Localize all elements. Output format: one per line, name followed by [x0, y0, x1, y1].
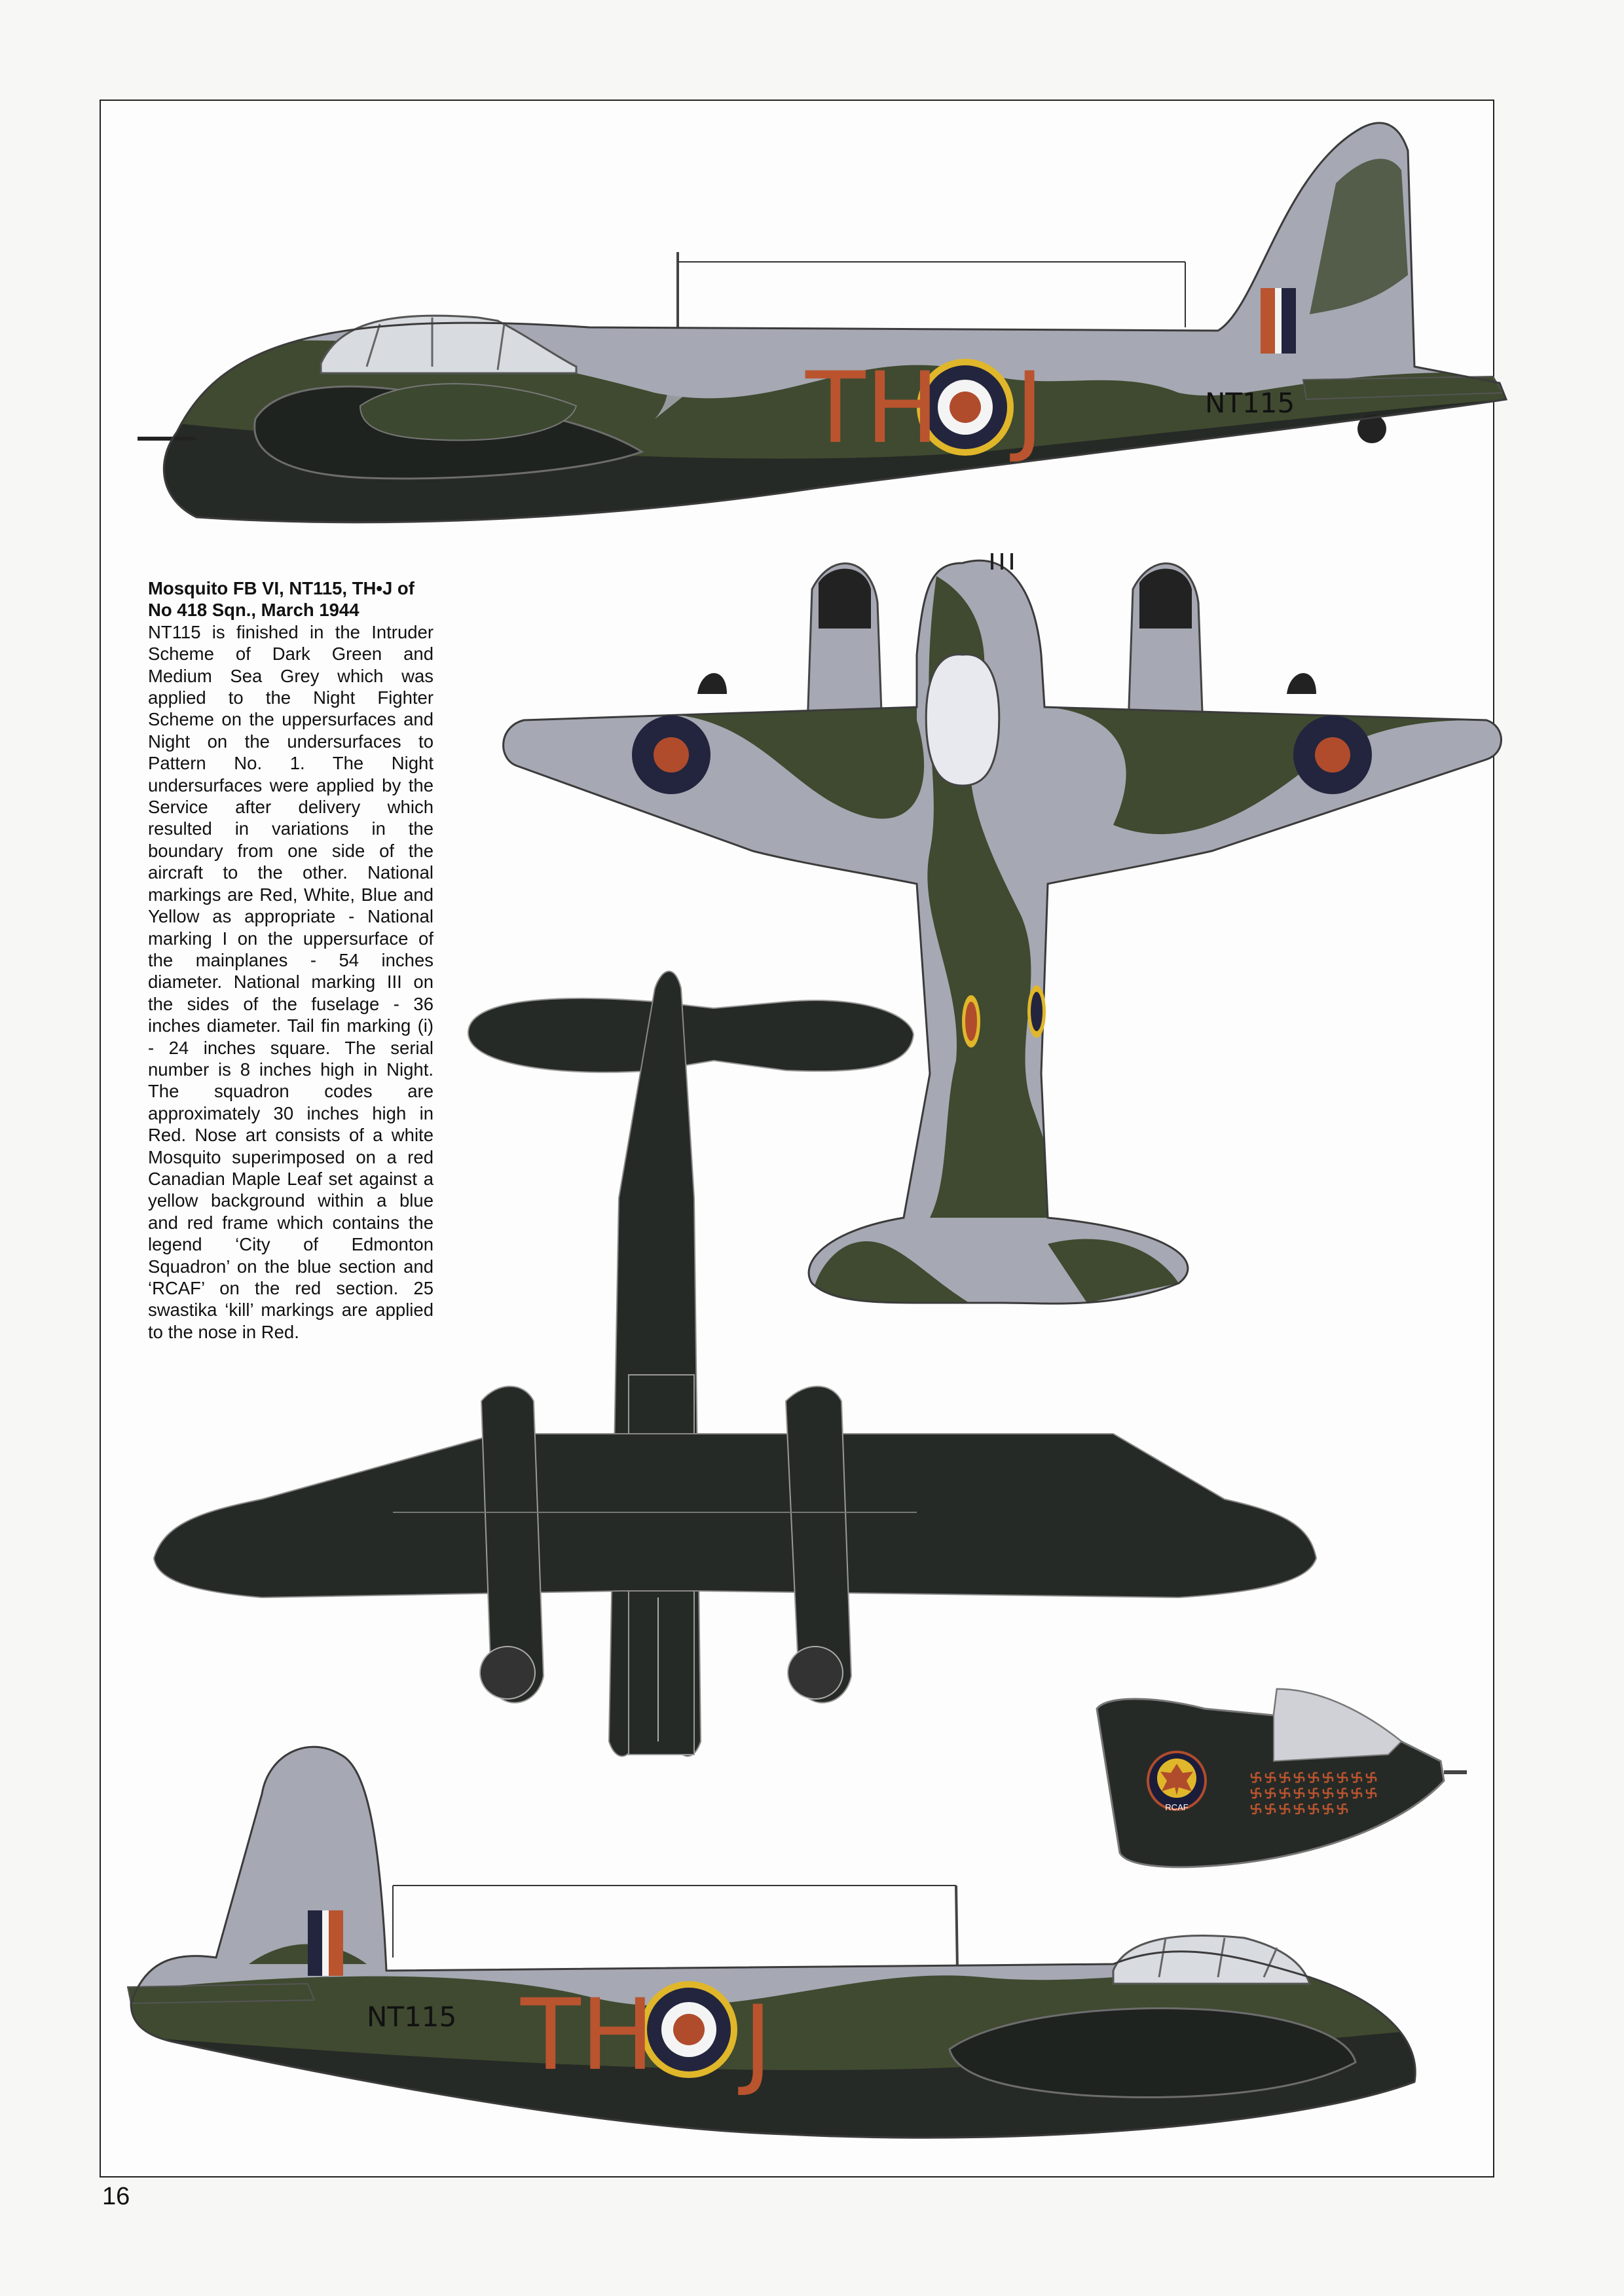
aircraft-title: Mosquito FB VI, NT115, TH•J of No 418 Sqn., March 1944 [148, 578, 415, 621]
serial-top: NT115 [1205, 387, 1295, 419]
squadron-code-right-bottom: J [743, 1985, 773, 2099]
squadron-code-left-top: TH [805, 352, 940, 465]
nose-art-label: RCAF [1165, 1802, 1189, 1812]
aircraft-description: NT115 is finished in the Intruder Scheme of Dark Green and Medium Sea Grey which was applied to the Night Fighter Scheme on the uppersurfaces and Night on the undersurfaces to Pattern No. 1. The Night undersurfaces were applied by the Service after delivery which resulted in variations in the boundary from one side of the aircraft to the other. National markings are Red, White, Blue and Yellow as appropriate - National marking I on the uppersurface of the mainplanes - 54 inches diameter. National marking III on the sides of the fuselage - 36 inches diameter. Tail fin marking (i) - 24 inches square. The serial number is 8 inches high in Night. The squadron codes are approximately 30 inches high in Red. Nose art consists of a white Mosquito superimposed on a red Canadian Maple Leaf set against a yellow background within a blue and red frame which contains the legend ‘City of Edmonton Squadron’ on the blue section and ‘RCAF’ on the red section. 25 swastika ‘kill’ markings are applied to the nose in Red. [148, 621, 434, 1342]
serial-bottom: NT115 [367, 2001, 457, 2033]
nose-art-detail [1097, 1689, 1467, 1867]
squadron-code-left-bottom: TH [521, 1978, 655, 2092]
page-number: 16 [102, 2183, 130, 2210]
aircraft-caption [148, 577, 434, 1343]
squadron-code-right-top: J [1015, 352, 1044, 465]
side-view-port [131, 98, 1539, 589]
